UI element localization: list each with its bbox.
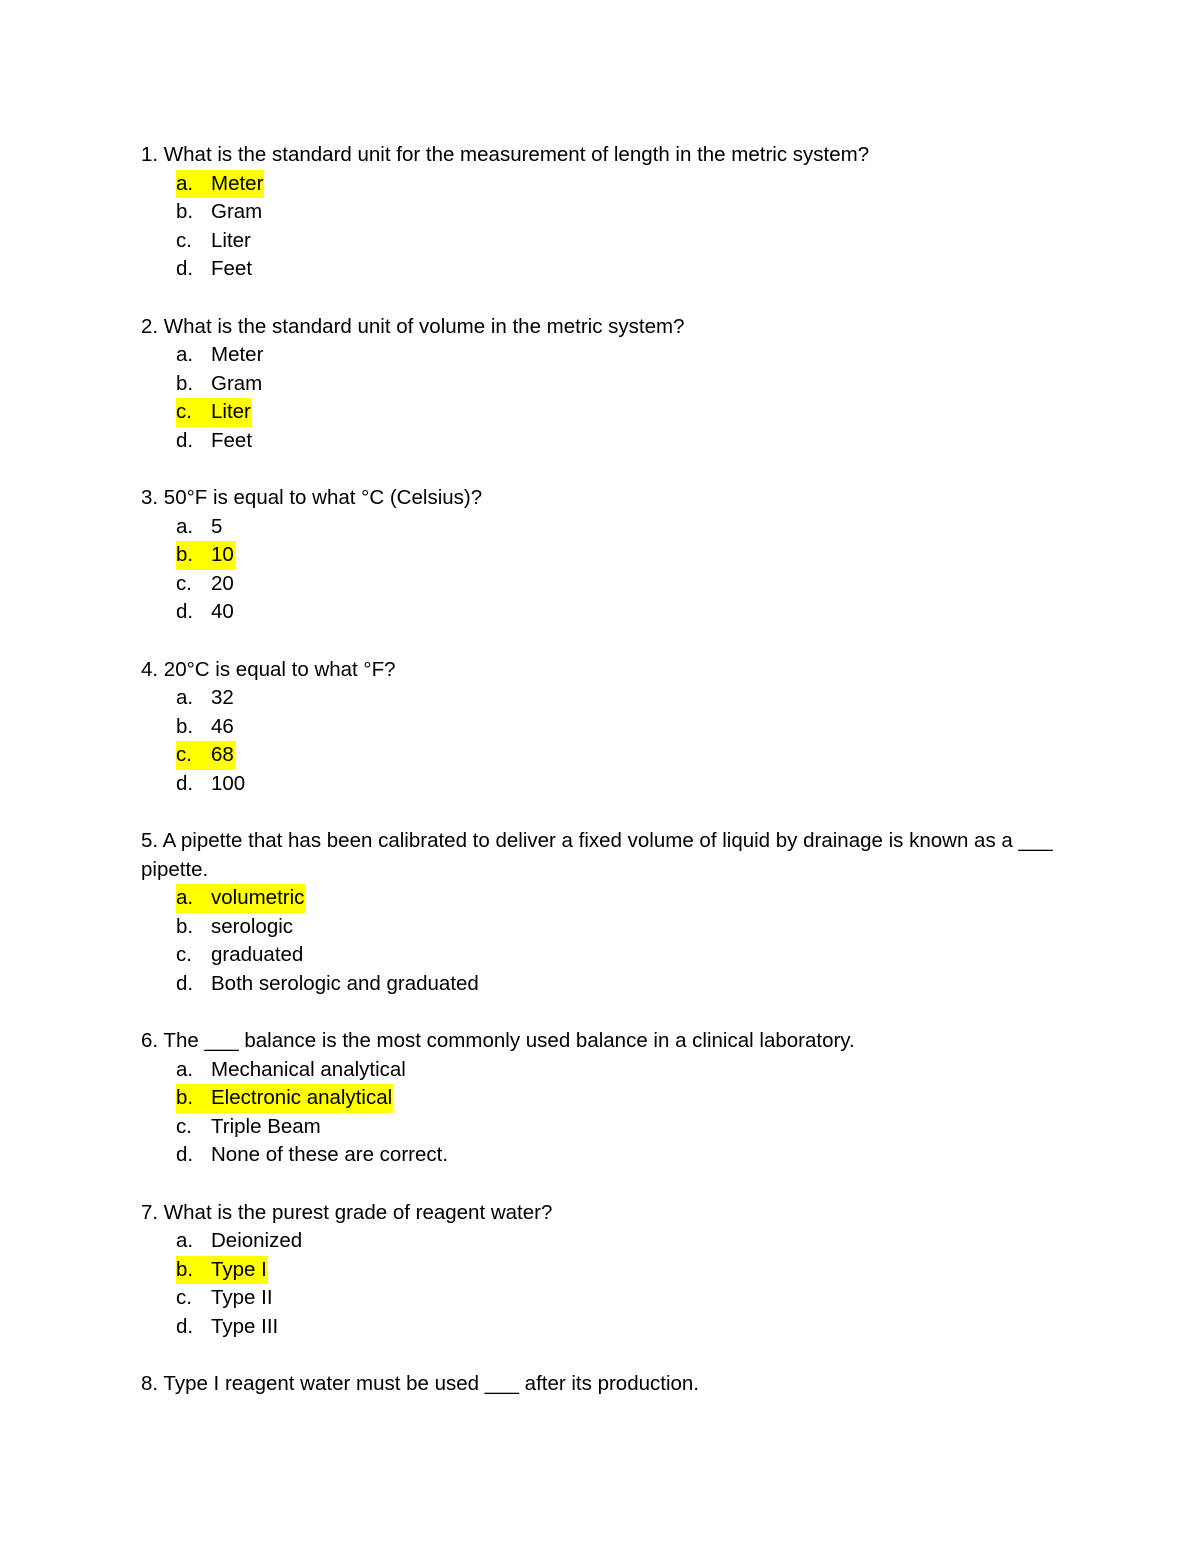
option-text: Electronic analytical [211, 1086, 393, 1109]
option-text: Liter [211, 228, 251, 252]
answer-option [176, 1056, 1061, 1085]
answer-text-wrap [176, 370, 263, 399]
answer-option [176, 1113, 1061, 1142]
answer-option [176, 370, 1061, 399]
option-letter: c. [176, 228, 192, 252]
option-letter: b. [176, 714, 194, 738]
answer-text-wrap [176, 1056, 407, 1085]
answer-text-wrap [176, 1113, 322, 1142]
answer-option [176, 570, 1061, 599]
option-text: Meter [211, 343, 264, 366]
answer-option [176, 255, 1061, 284]
answer-option-correct [176, 541, 1061, 570]
question-text: 8. Type I reagent water must be used ___ after its production. [141, 1372, 700, 1395]
option-letter: d. [176, 257, 194, 280]
option-letter: b. [176, 543, 194, 566]
question-block [141, 827, 1061, 998]
option-text: Feet [211, 257, 253, 280]
answer-text-wrap [176, 713, 235, 742]
answer-option-correct [176, 170, 1061, 199]
answer-option-correct [176, 884, 1061, 913]
option-letter: b. [176, 1086, 194, 1109]
highlighted-answer [176, 1256, 268, 1285]
answer-option [176, 598, 1061, 627]
option-text: 68 [211, 743, 234, 766]
option-text: Type III [211, 1314, 279, 1338]
highlighted-answer [176, 541, 235, 570]
answer-option-correct [176, 398, 1061, 427]
option-letter: a. [176, 886, 194, 909]
answer-options [141, 884, 1061, 998]
answer-text-wrap [176, 913, 294, 942]
answer-option [176, 1227, 1061, 1256]
option-letter: c. [176, 400, 192, 423]
answer-option-correct [176, 741, 1061, 770]
option-text: 46 [211, 714, 234, 738]
answer-text-wrap [176, 770, 246, 799]
document-page [141, 141, 1061, 1428]
option-text: Mechanical analytical [211, 1057, 406, 1081]
answer-options [141, 341, 1061, 455]
option-text: Both serologic and graduated [211, 971, 479, 995]
question-text: 4. 20°C is equal to what °F? [141, 657, 396, 681]
option-text: Gram [211, 371, 263, 395]
option-letter: d. [176, 1143, 194, 1166]
option-text: Type I [211, 1257, 267, 1281]
option-letter: b. [176, 914, 194, 938]
option-text: Gram [211, 200, 263, 223]
answer-option [176, 227, 1061, 256]
highlighted-answer [176, 170, 264, 199]
answer-text-wrap [176, 570, 235, 599]
answer-option [176, 341, 1061, 370]
option-text: graduated [211, 943, 304, 966]
option-letter: d. [176, 428, 194, 452]
option-letter: c. [176, 571, 192, 595]
answer-option [176, 913, 1061, 942]
option-text: 10 [211, 543, 234, 566]
question-block [141, 656, 1061, 799]
answer-option [176, 770, 1061, 799]
answer-option [176, 1284, 1061, 1313]
option-text: serologic [211, 914, 294, 938]
answer-option [176, 684, 1061, 713]
answer-option-correct [176, 1084, 1061, 1113]
answer-options [141, 170, 1061, 284]
question-text: 5. A pipette that has been calibrated to deliver a fixed volume of liquid by drainage is known as a ___ pipette. [141, 829, 1053, 881]
question-block [141, 1199, 1061, 1342]
question-block [141, 484, 1061, 627]
answer-text-wrap [176, 941, 304, 970]
question-text: 2. What is the standard unit of volume in the metric system? [141, 314, 685, 338]
option-letter: d. [176, 771, 194, 795]
option-letter: d. [176, 600, 194, 623]
answer-text-wrap [176, 198, 263, 227]
answer-options [141, 1056, 1061, 1170]
answer-option [176, 713, 1061, 742]
highlighted-answer [176, 398, 252, 427]
option-letter: a. [176, 343, 194, 366]
answer-options [141, 1227, 1061, 1341]
option-letter: b. [176, 1257, 194, 1281]
option-letter: d. [176, 971, 194, 995]
answer-text-wrap [176, 598, 235, 627]
option-letter: c. [176, 1114, 192, 1138]
answer-option [176, 513, 1061, 542]
option-text: Type II [211, 1286, 273, 1309]
highlighted-answer [176, 884, 305, 913]
answer-text-wrap [176, 341, 264, 370]
option-text: 32 [211, 686, 234, 709]
option-letter: c. [176, 1286, 192, 1309]
answer-option [176, 1313, 1061, 1342]
answer-text-wrap [176, 255, 253, 284]
option-letter: d. [176, 1314, 194, 1338]
answer-option-correct [176, 1256, 1061, 1285]
answer-option [176, 970, 1061, 999]
question-text: 3. 50°F is equal to what °C (Celsius)? [141, 486, 483, 509]
option-letter: a. [176, 514, 194, 538]
answer-options [141, 684, 1061, 798]
question-block [141, 313, 1061, 456]
answer-options [141, 513, 1061, 627]
option-letter: a. [176, 171, 194, 195]
option-text: 100 [211, 771, 246, 795]
option-text: None of these are correct. [211, 1143, 449, 1166]
option-text: volumetric [211, 886, 305, 909]
answer-text-wrap [176, 427, 253, 456]
question-block [141, 1370, 1061, 1399]
option-text: 40 [211, 600, 234, 623]
option-text: 20 [211, 571, 234, 595]
question-block [141, 1027, 1061, 1170]
option-letter: a. [176, 1057, 194, 1081]
highlighted-answer [176, 741, 235, 770]
question-text: 7. What is the purest grade of reagent water? [141, 1200, 553, 1224]
option-text: 5 [211, 514, 223, 538]
option-letter: a. [176, 686, 194, 709]
answer-text-wrap [176, 970, 480, 999]
option-text: Deionized [211, 1229, 303, 1252]
answer-option [176, 198, 1061, 227]
answer-text-wrap [176, 1313, 279, 1342]
question-text: 1. What is the standard unit for the measurement of length in the metric system? [141, 143, 870, 166]
answer-text-wrap [176, 1284, 274, 1313]
answer-text-wrap [176, 513, 223, 542]
question-block [141, 141, 1061, 284]
option-letter: c. [176, 943, 192, 966]
option-text: Meter [211, 171, 264, 195]
option-text: Triple Beam [211, 1114, 321, 1138]
option-text: Liter [211, 400, 251, 423]
answer-text-wrap [176, 1141, 449, 1170]
answer-text-wrap [176, 227, 252, 256]
option-letter: c. [176, 743, 192, 766]
highlighted-answer [176, 1084, 393, 1113]
option-letter: b. [176, 371, 194, 395]
answer-option [176, 941, 1061, 970]
option-letter: b. [176, 200, 194, 223]
answer-text-wrap [176, 684, 235, 713]
option-letter: a. [176, 1229, 194, 1252]
question-text: 6. The ___ balance is the most commonly used balance in a clinical laboratory. [141, 1029, 855, 1052]
option-text: Feet [211, 428, 253, 452]
answer-option [176, 1141, 1061, 1170]
answer-option [176, 427, 1061, 456]
answer-text-wrap [176, 1227, 303, 1256]
